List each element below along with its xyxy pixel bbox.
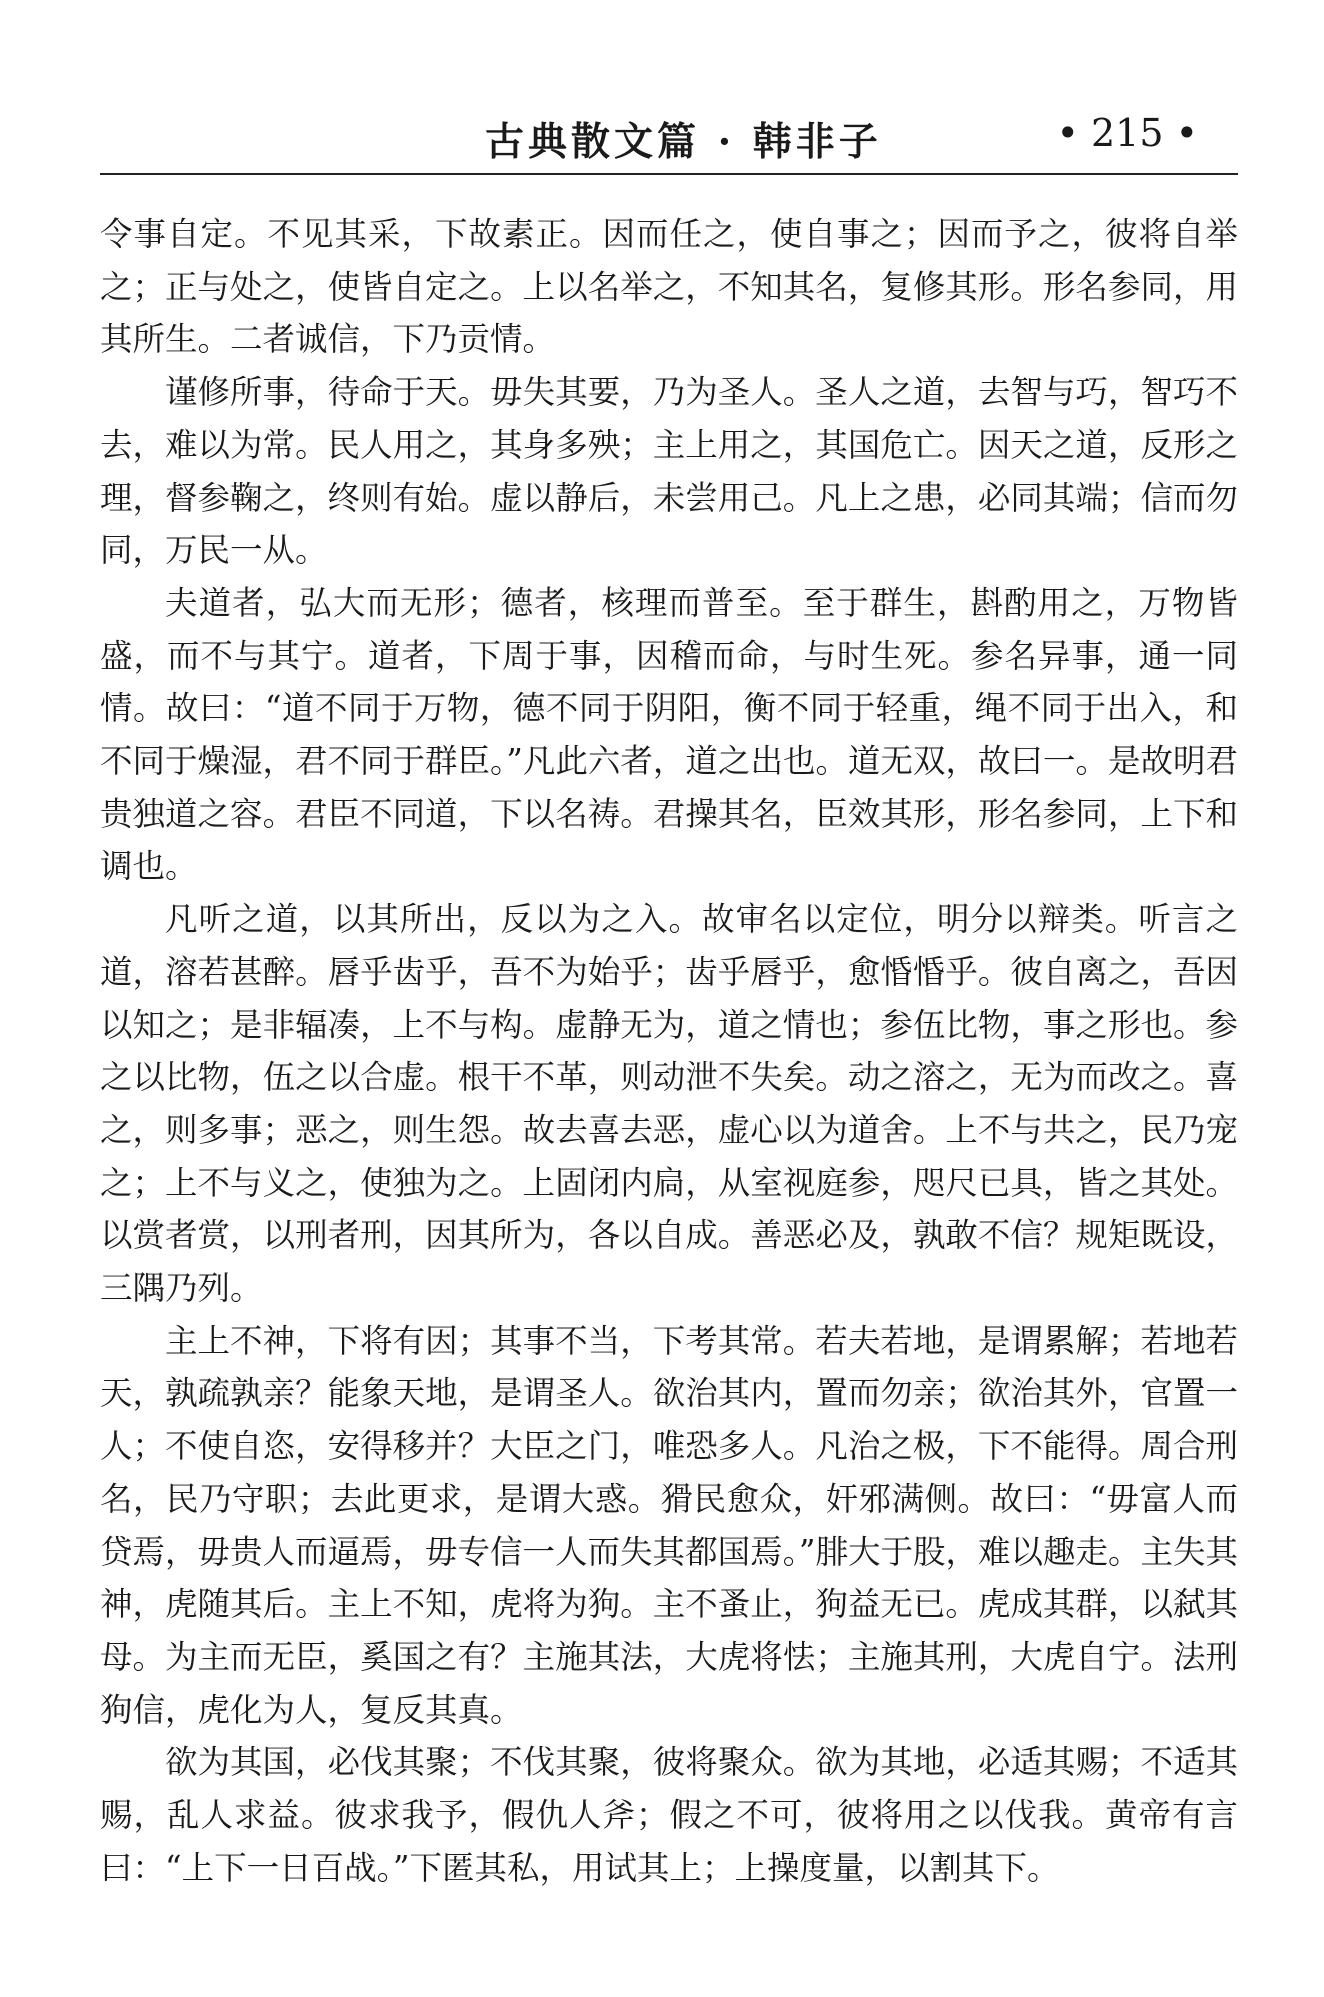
paragraph: 欲为其国，必伐其聚；不伐其聚，彼将聚众。欲为其地，必适其赐；不适其赐，乱人求益。彼求我予，假仇人斧；假之不可，彼将用之以伐我。黄帝有言曰：“上下一日百战。”下匿其私，用试其上；上操度量，以割其下。 <box>100 1743 1238 1887</box>
paragraph: 夫道者，弘大而无形；德者，核理而普至。至于群生，斟酌用之，万物皆盛，而不与其宁。道者，下周于事，因稽而命，与时生死。参名异事，通一同情。故曰：“道不同于万物，德不同于阴阳，衡不同于轻重，绳不同于出入，和不同于燥湿，君不同于群臣。”凡此六者，道之出也。道无双，故曰一。是故明君贵独道之容。君臣不同道，下以名祷。君操其名，臣效其形，形名参同，上下和调也。 <box>100 583 1238 886</box>
paragraph-continued: 令事自定。不见其采，下故素正。因而任之，使自事之；因而予之，彼将自举之；正与处之，使皆自定之。上以名举之，不知其名，复修其形。形名参同，用其所生。二者诚信，下乃贡情。 <box>100 215 1238 359</box>
page-number: • 215 • <box>1056 111 1198 155</box>
paragraph: 主上不神，下将有因；其事不当，下考其常。若夫若地，是谓累解；若地若天，孰疏孰亲？能象天地，是谓圣人。欲治其内，置而勿亲；欲治其外，官置一人；不使自恣，安得移并？大臣之门，唯恐多人。凡治之极，下不能得。周合刑名，民乃守职；去此更求，是谓大惑。猾民愈众，奸邪满侧。故曰：“毋富人而贷焉，毋贵人而逼焉，毋专信一人而失其都国焉。”腓大于股，难以趣走。主失其神，虎随其后。主上不知，虎将为狗。主不蚤止，狗益无已。虎成其群，以弑其母。为主而无臣，奚国之有？主施其法，大虎将怯；主施其刑，大虎自宁。法刑狗信，虎化为人，复反其真。 <box>100 1321 1238 1729</box>
paragraph: 凡听之道，以其所出，反以为之入。故审名以定位，明分以辩类。听言之道，溶若甚醉。唇乎齿乎，吾不为始乎；齿乎唇乎，愈惛惛乎。彼自离之，吾因以知之；是非辐凑，上不与构。虚静无为，道之情也；参伍比物，事之形也。参之以比物，伍之以合虚。根干不革，则动泄不失矣。动之溶之，无为而改之。喜之，则多事；恶之，则生怨。故去喜去恶，虚心以为道舍。上不与共之，民乃宠之；上不与义之，使独为之。上固闭内扃，从室视庭参，咫尺已具，皆之其处。以赏者赏，以刑者刑，因其所为，各以自成。善恶必及，孰敢不信？规矩既设，三隅乃列。 <box>100 900 1238 1308</box>
running-title: 古典散文篇 · 韩非子 <box>485 119 882 165</box>
body-text <box>100 208 1238 1895</box>
paragraph: 谨修所事，待命于天。毋失其要，乃为圣人。圣人之道，去智与巧，智巧不去，难以为常。民人用之，其身多殃；主上用之，其国危亡。因天之道，反形之理，督参鞠之，终则有始。虚以静后，未尝用己。凡上之患，必同其端；信而勿同，万民一从。 <box>100 373 1238 570</box>
page-header <box>100 105 1238 175</box>
